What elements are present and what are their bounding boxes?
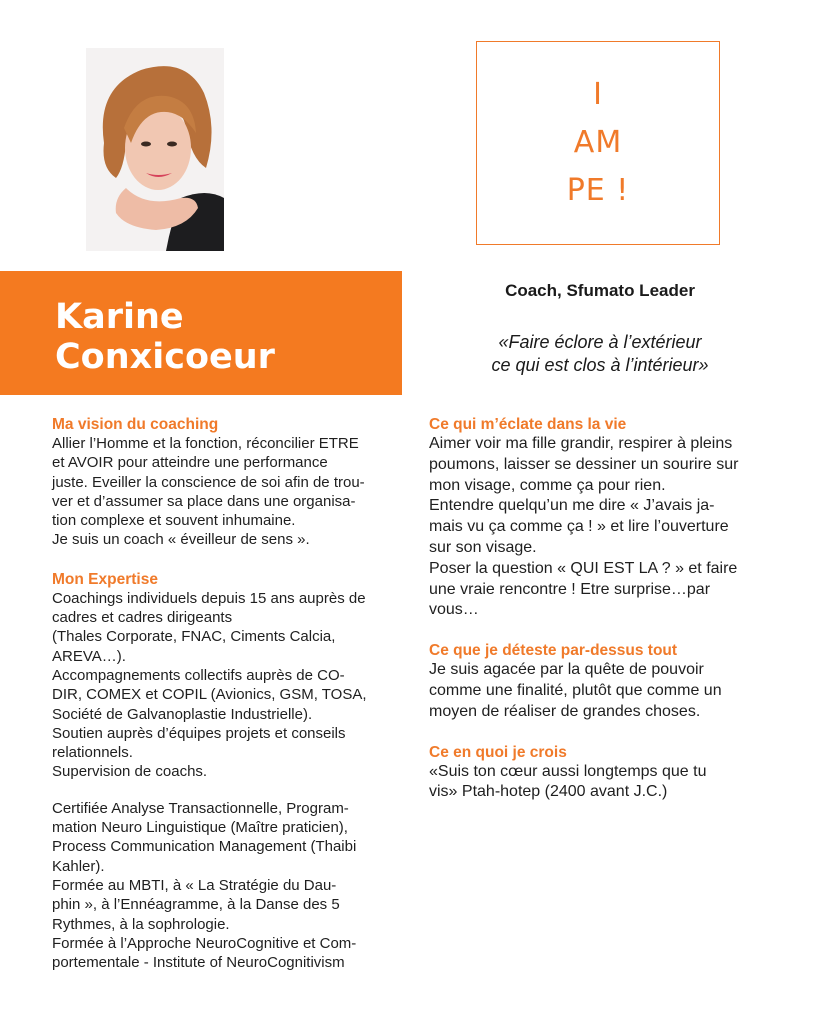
text-line: tion complexe et souvent inhumaine. <box>52 512 296 530</box>
logo-line: PE ! <box>566 173 630 208</box>
text-line: Coachings individuels depuis 15 ans auprès de <box>52 589 366 607</box>
coach-quote <box>440 331 760 377</box>
first-name: Karine <box>55 297 184 337</box>
eclate-body <box>429 434 799 621</box>
text-line: Process Communication Management (Thaibi <box>52 838 357 856</box>
text-line: Aimer voir ma fille grandir, respirer à pleins <box>429 435 733 452</box>
text-line: Allier l’Homme et la fonction, réconcilier ETRE <box>52 435 359 452</box>
text-line: Poser la question « QUI EST LA ? » et faire <box>429 559 738 577</box>
text-line: Certifiée Analyse Transactionnelle, Program- <box>52 799 349 817</box>
text-line: portementale - Institute of NeuroCognitivism <box>52 954 345 972</box>
coach-name <box>55 297 395 377</box>
expertise-title: Mon Expertise <box>52 570 158 588</box>
vision-title: Ma vision du coaching <box>52 416 219 433</box>
text-line: ver et d’assumer sa place dans une organisa- <box>52 492 356 510</box>
deteste-title: Ce que je déteste par-dessus tout <box>429 642 678 660</box>
text-line: phin », à l’Ennéagramme, à la Danse des 5 <box>52 896 340 914</box>
text-line: «Suis ton cœur aussi longtemps que tu <box>429 762 707 780</box>
text-line: Formée au MBTI, à « La Stratégie du Dau- <box>52 876 337 894</box>
text-line: DIR, COMEX et COPIL (Avionics, GSM, TOSA, <box>52 686 367 704</box>
quote-line: ce qui est clos à l’intérieur» <box>491 355 709 375</box>
text-line: Je suis agacée par la quête de pouvoir <box>429 661 704 679</box>
text-line: cadres et cadres dirigeants <box>52 609 233 627</box>
text-line: comme une finalité, plutôt que comme un <box>429 681 722 699</box>
text-line: Je suis un coach « éveilleur de sens ». <box>52 531 310 549</box>
vision-body <box>52 434 402 550</box>
iampe-logo <box>476 41 720 245</box>
text-line: moyen de réaliser de grandes choses. <box>429 702 701 720</box>
logo-line: I <box>593 77 603 112</box>
text-line: Accompagnements collectifs auprès de CO- <box>52 666 345 684</box>
text-line: mon visage, comme ça pour rien. <box>429 476 666 494</box>
text-line: poumons, laisser se dessiner un sourire sur <box>429 455 739 473</box>
text-line: Société de Galvanoplastie Industrielle). <box>52 705 313 723</box>
text-line: Rythmes, à la sophrologie. <box>52 915 230 933</box>
coach-role: Coach, Sfumato Leader <box>505 281 695 300</box>
text-line: relationnels. <box>52 744 133 762</box>
portrait-illustration <box>86 48 224 251</box>
certifications-body <box>52 799 402 973</box>
portrait-photo <box>86 48 224 251</box>
text-line: sur son visage. <box>429 538 537 556</box>
text-line: (Thales Corporate, FNAC, Ciments Calcia, <box>52 628 336 646</box>
quote-line: «Faire éclore à l’extérieur <box>498 332 702 352</box>
text-line: vis» Ptah-hotep (2400 avant J.C.) <box>429 783 668 801</box>
right-column <box>429 415 799 803</box>
text-line: mais vu ça comme ça ! » et lire l’ouverture <box>429 518 729 536</box>
text-line: Entendre quelqu’un me dire « J’avais ja- <box>429 497 715 515</box>
text-line: Formée à l’Approche NeuroCognitive et Com- <box>52 934 357 952</box>
text-line: AREVA…). <box>52 647 126 665</box>
deteste-body <box>429 660 799 722</box>
crois-body <box>429 762 799 804</box>
left-column <box>52 415 402 972</box>
logo-line: AM <box>573 125 623 160</box>
text-line: et AVOIR pour atteindre une performance <box>52 454 328 472</box>
text-line: Kahler). <box>52 857 105 875</box>
text-line: vous… <box>429 601 479 619</box>
text-line: Supervision de coachs. <box>52 763 208 781</box>
text-line: mation Neuro Linguistique (Maître praticien), <box>52 819 348 837</box>
crois-title: Ce en quoi je crois <box>429 743 567 761</box>
expertise-body <box>52 589 402 782</box>
text-line: juste. Eveiller la conscience de soi afin de trou- <box>52 473 365 491</box>
text-line: une vraie rencontre ! Etre surprise…par <box>429 580 711 598</box>
last-name: Conxicoeur <box>55 337 275 377</box>
text-line: Soutien auprès d’équipes projets et conseils <box>52 724 346 742</box>
eclate-title: Ce qui m’éclate dans la vie <box>429 416 627 433</box>
